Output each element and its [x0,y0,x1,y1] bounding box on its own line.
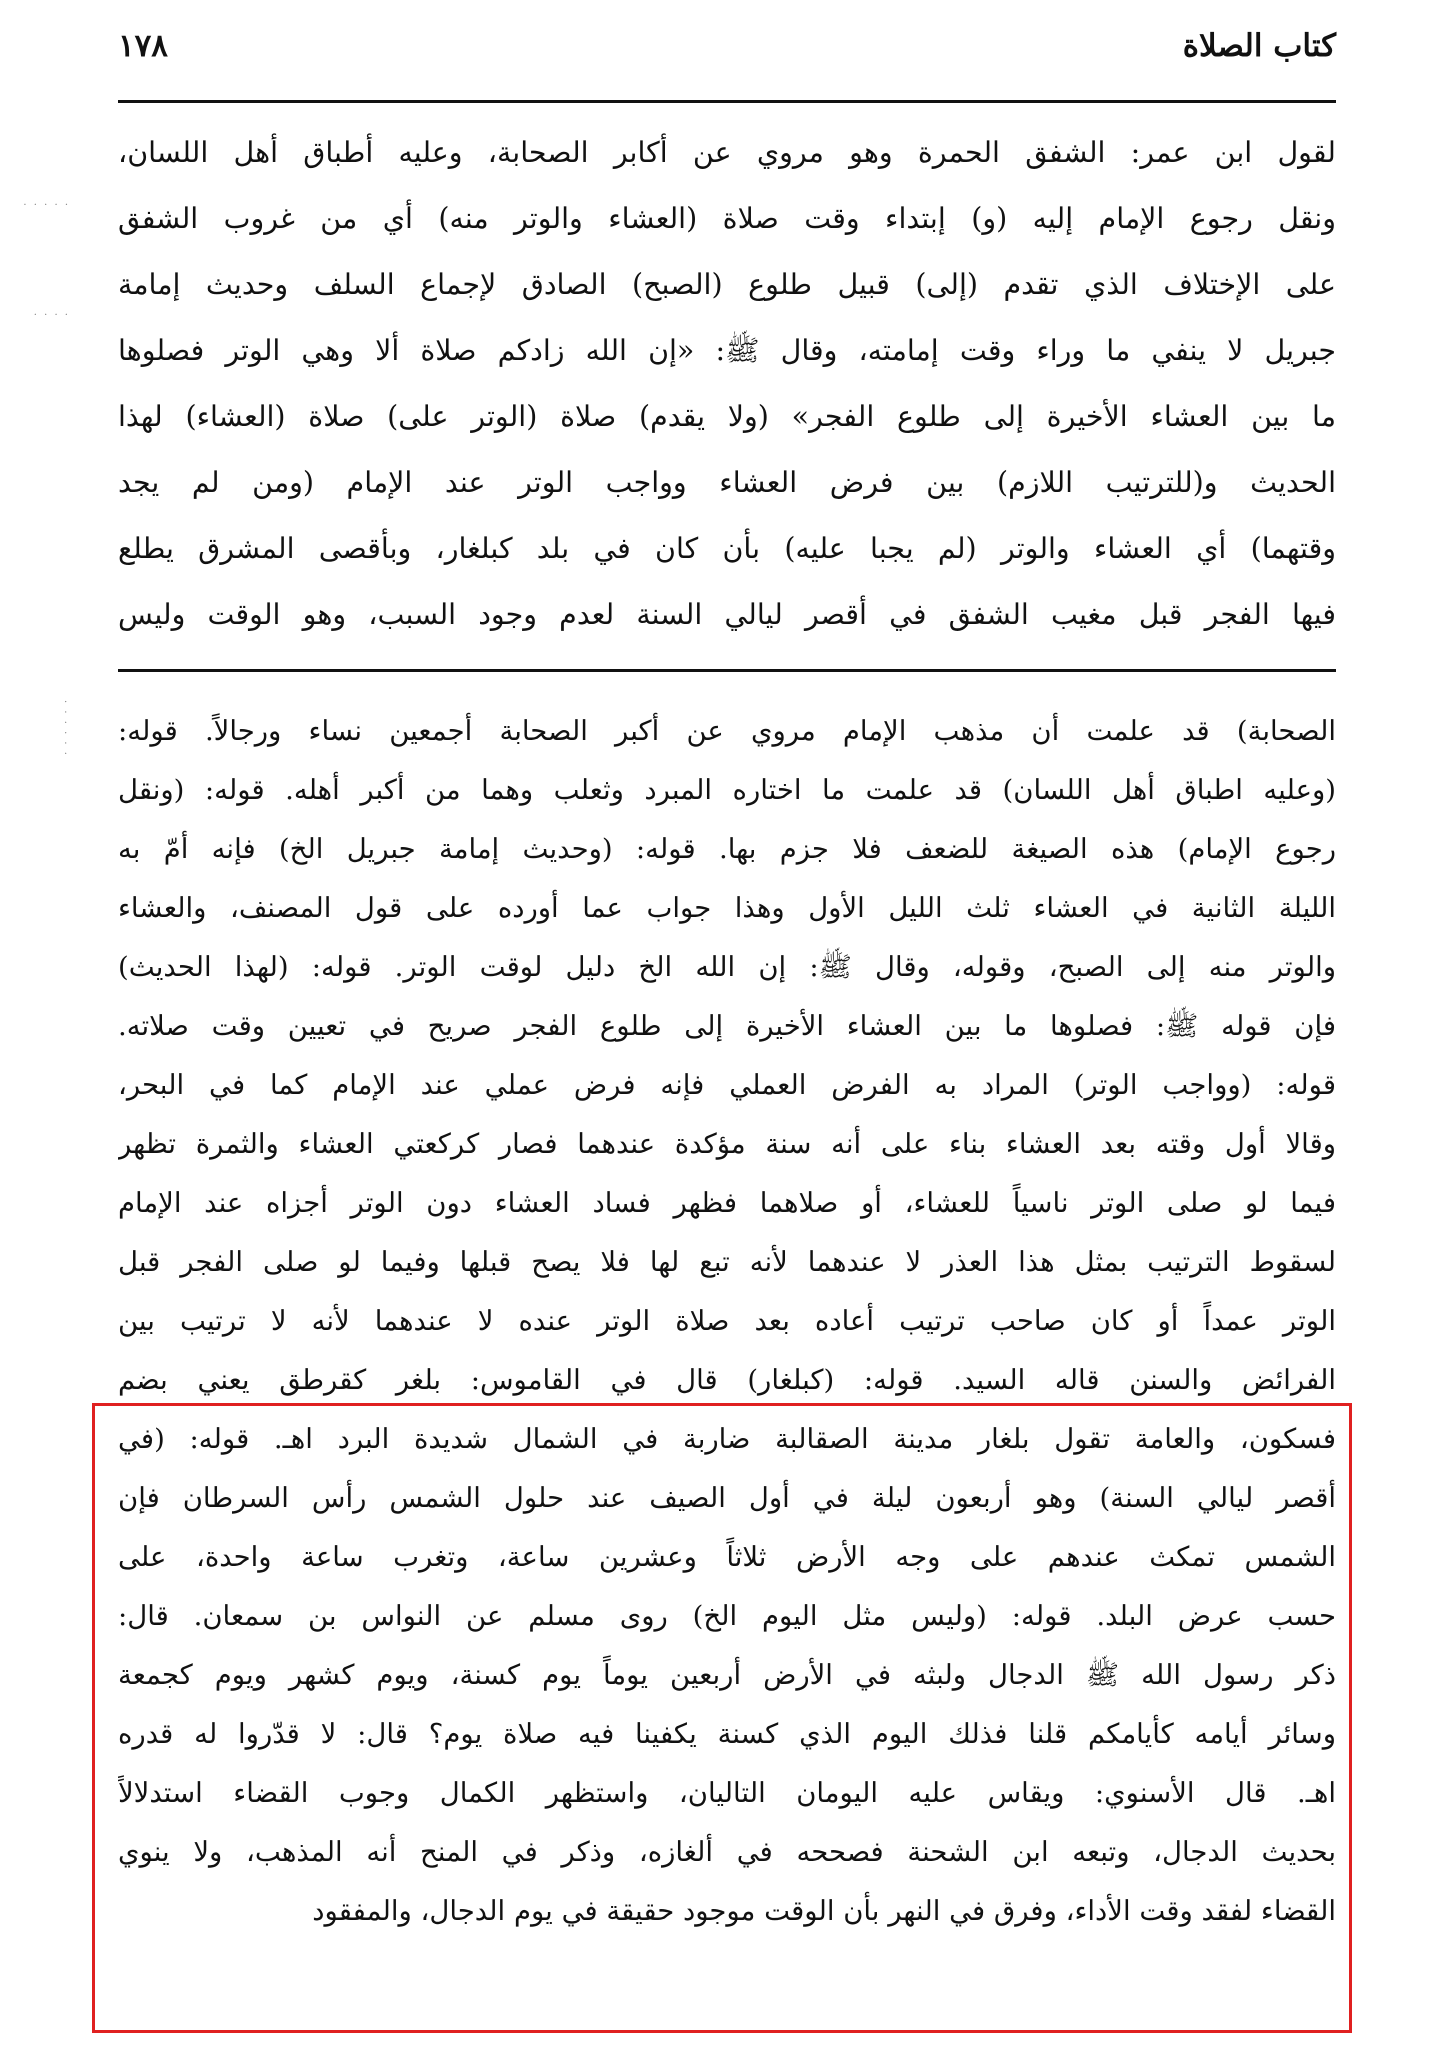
main-line: جبريل لا ينفي ما وراء وقت إمامته، وقال ﷺ: «إن الله زادكم صلاة ألا وهي الوتر فصلوها [118,334,1336,367]
commentary-line: (وعليه اطباق أهل اللسان) قد علمت ما اختاره المبرد وثعلب وهما من أكبر أهله. قوله: (ونقل [118,774,1336,806]
main-line: فيها الفجر قبل مغيب الشفق في أقصر ليالي السنة لعدم وجود السبب، وهو الوقت وليس [118,598,1336,631]
book-title: كتاب الصلاة [1182,28,1336,64]
commentary-line: لسقوط الترتيب بمثل هذا العذر لا عندهما لأنه تبع لها فلا يصح قبلها وفيما لو صلى الفجر قبل [118,1246,1336,1278]
commentary-line: رجوع الإمام) هذه الصيغة للضعف فلا جزم بها. قوله: (وحديث إمامة جبريل الخ) فإنه أمّ به [118,833,1336,865]
main-line: وقتهما) أي العشاء والوتر (لم يجبا عليه) بأن كان في بلد كبلغار، وبأقصى المشرق يطلع [118,532,1336,565]
main-line: لقول ابن عمر: الشفق الحمرة وهو مروي عن أكابر الصحابة، وعليه أطباق أهل اللسان، [118,136,1336,169]
scan-artifact: · · · · [33,310,70,321]
commentary-line: فسكون، والعامة تقول بلغار مدينة الصقالبة ضاربة في الشمال شديدة البرد اهـ. قوله: (في [118,1423,1336,1455]
commentary-line: الشمس تمكث عندهم على وجه الأرض ثلاثاً وعشرين ساعة، وتغرب ساعة واحدة، على [118,1541,1336,1573]
header-rule [118,100,1336,103]
main-line: ما بين العشاء الأخيرة إلى طلوع الفجر» (ولا يقدم) صلاة (الوتر على) صلاة (العشاء) لهذا [118,400,1336,433]
commentary-line: وقالا أول وقته بعد العشاء بناء على أنه سنة مؤكدة عندهما فصار كركعتي العشاء والثمرة تظهر [118,1128,1336,1160]
commentary-line: الصحابة) قد علمت أن مذهب الإمام مروي عن أكبر الصحابة أجمعين نساء ورجالاً. قوله: [118,715,1336,747]
commentary-line: فإن قوله ﷺ: فصلوها ما بين العشاء الأخيرة إلى طلوع الفجر صريح في تعيين وقت صلاته. [118,1010,1336,1042]
scan-artifact: · · · · · · [59,700,70,757]
commentary-line: الوتر عمداً أو كان صاحب ترتيب أعاده بعد صلاة الوتر عنده لا عندهما لأنه لا ترتيب بين [118,1305,1336,1337]
commentary-line: اهـ. قال الأسنوي: ويقاس عليه اليومان التاليان، واستظهر الكمال وجوب القضاء استدلالاً [118,1777,1336,1809]
main-text-block [118,120,1336,648]
main-line: على الإختلاف الذي تقدم (إلى) قبيل طلوع (الصبح) الصادق لإجماع السلف وحديث إمامة [118,268,1336,301]
commentary-line: القضاء لفقد وقت الأداء، وفرق في النهر بأن الوقت موجود حقيقة في يوم الدجال، والمفقود [312,1895,1336,1927]
commentary-line: الفرائض والسنن قاله السيد. قوله: (كبلغار) قال في القاموس: بلغر كقرطق يعني بضم [118,1364,1336,1396]
commentary-line: وسائر أيامه كأيامكم قلنا فذلك اليوم الذي كسنة يكفينا فيه صلاة يوم؟ قال: لا قدّروا له قدره [118,1718,1336,1750]
scan-artifact: · · · · · [23,200,70,211]
main-line: الحديث و(للترتيب اللازم) بين فرض العشاء وواجب الوتر عند الإمام (ومن لم يجد [118,466,1336,499]
commentary-line: قوله: (وواجب الوتر) المراد به الفرض العملي فإنه فرض عملي عند الإمام كما في البحر، [118,1069,1336,1101]
commentary-line: بحديث الدجال، وتبعه ابن الشحنة فصححه في ألغازه، وذكر في المنح أنه المذهب، ولا ينوي [118,1836,1336,1868]
main-line: ونقل رجوع الإمام إليه (و) إبتداء وقت صلاة (العشاء والوتر منه) أي من غروب الشفق [118,202,1336,235]
commentary-line: فيما لو صلى الوتر ناسياً للعشاء، أو صلاهما فظهر فساد العشاء دون الوتر أجزاه عند الإمام [118,1187,1336,1219]
page-number: ١٧٨ [118,28,168,64]
page-header [118,22,1336,78]
highlight-box [92,1403,1352,2033]
commentary-line: ذكر رسول الله ﷺ الدجال ولبثه في الأرض أربعين يوماً يوم كسنة، ويوم كشهر ويوم كجمعة [118,1659,1336,1691]
commentary-line: والوتر منه إلى الصبح، وقوله، وقال ﷺ: إن الله الخ دليل لوقت الوتر. قوله: (لهذا الحديث) [118,951,1336,983]
commentary-line: أقصر ليالي السنة) وهو أربعون ليلة في أول الصيف عند حلول الشمس رأس السرطان فإن [118,1482,1336,1514]
section-divider-rule [118,669,1336,672]
commentary-line: حسب عرض البلد. قوله: (وليس مثل اليوم الخ) روى مسلم عن النواس بن سمعان. قال: [118,1600,1336,1632]
commentary-line: الليلة الثانية في العشاء ثلث الليل الأول وهذا جواب عما أورده على قول المصنف، والعشاء [118,892,1336,924]
